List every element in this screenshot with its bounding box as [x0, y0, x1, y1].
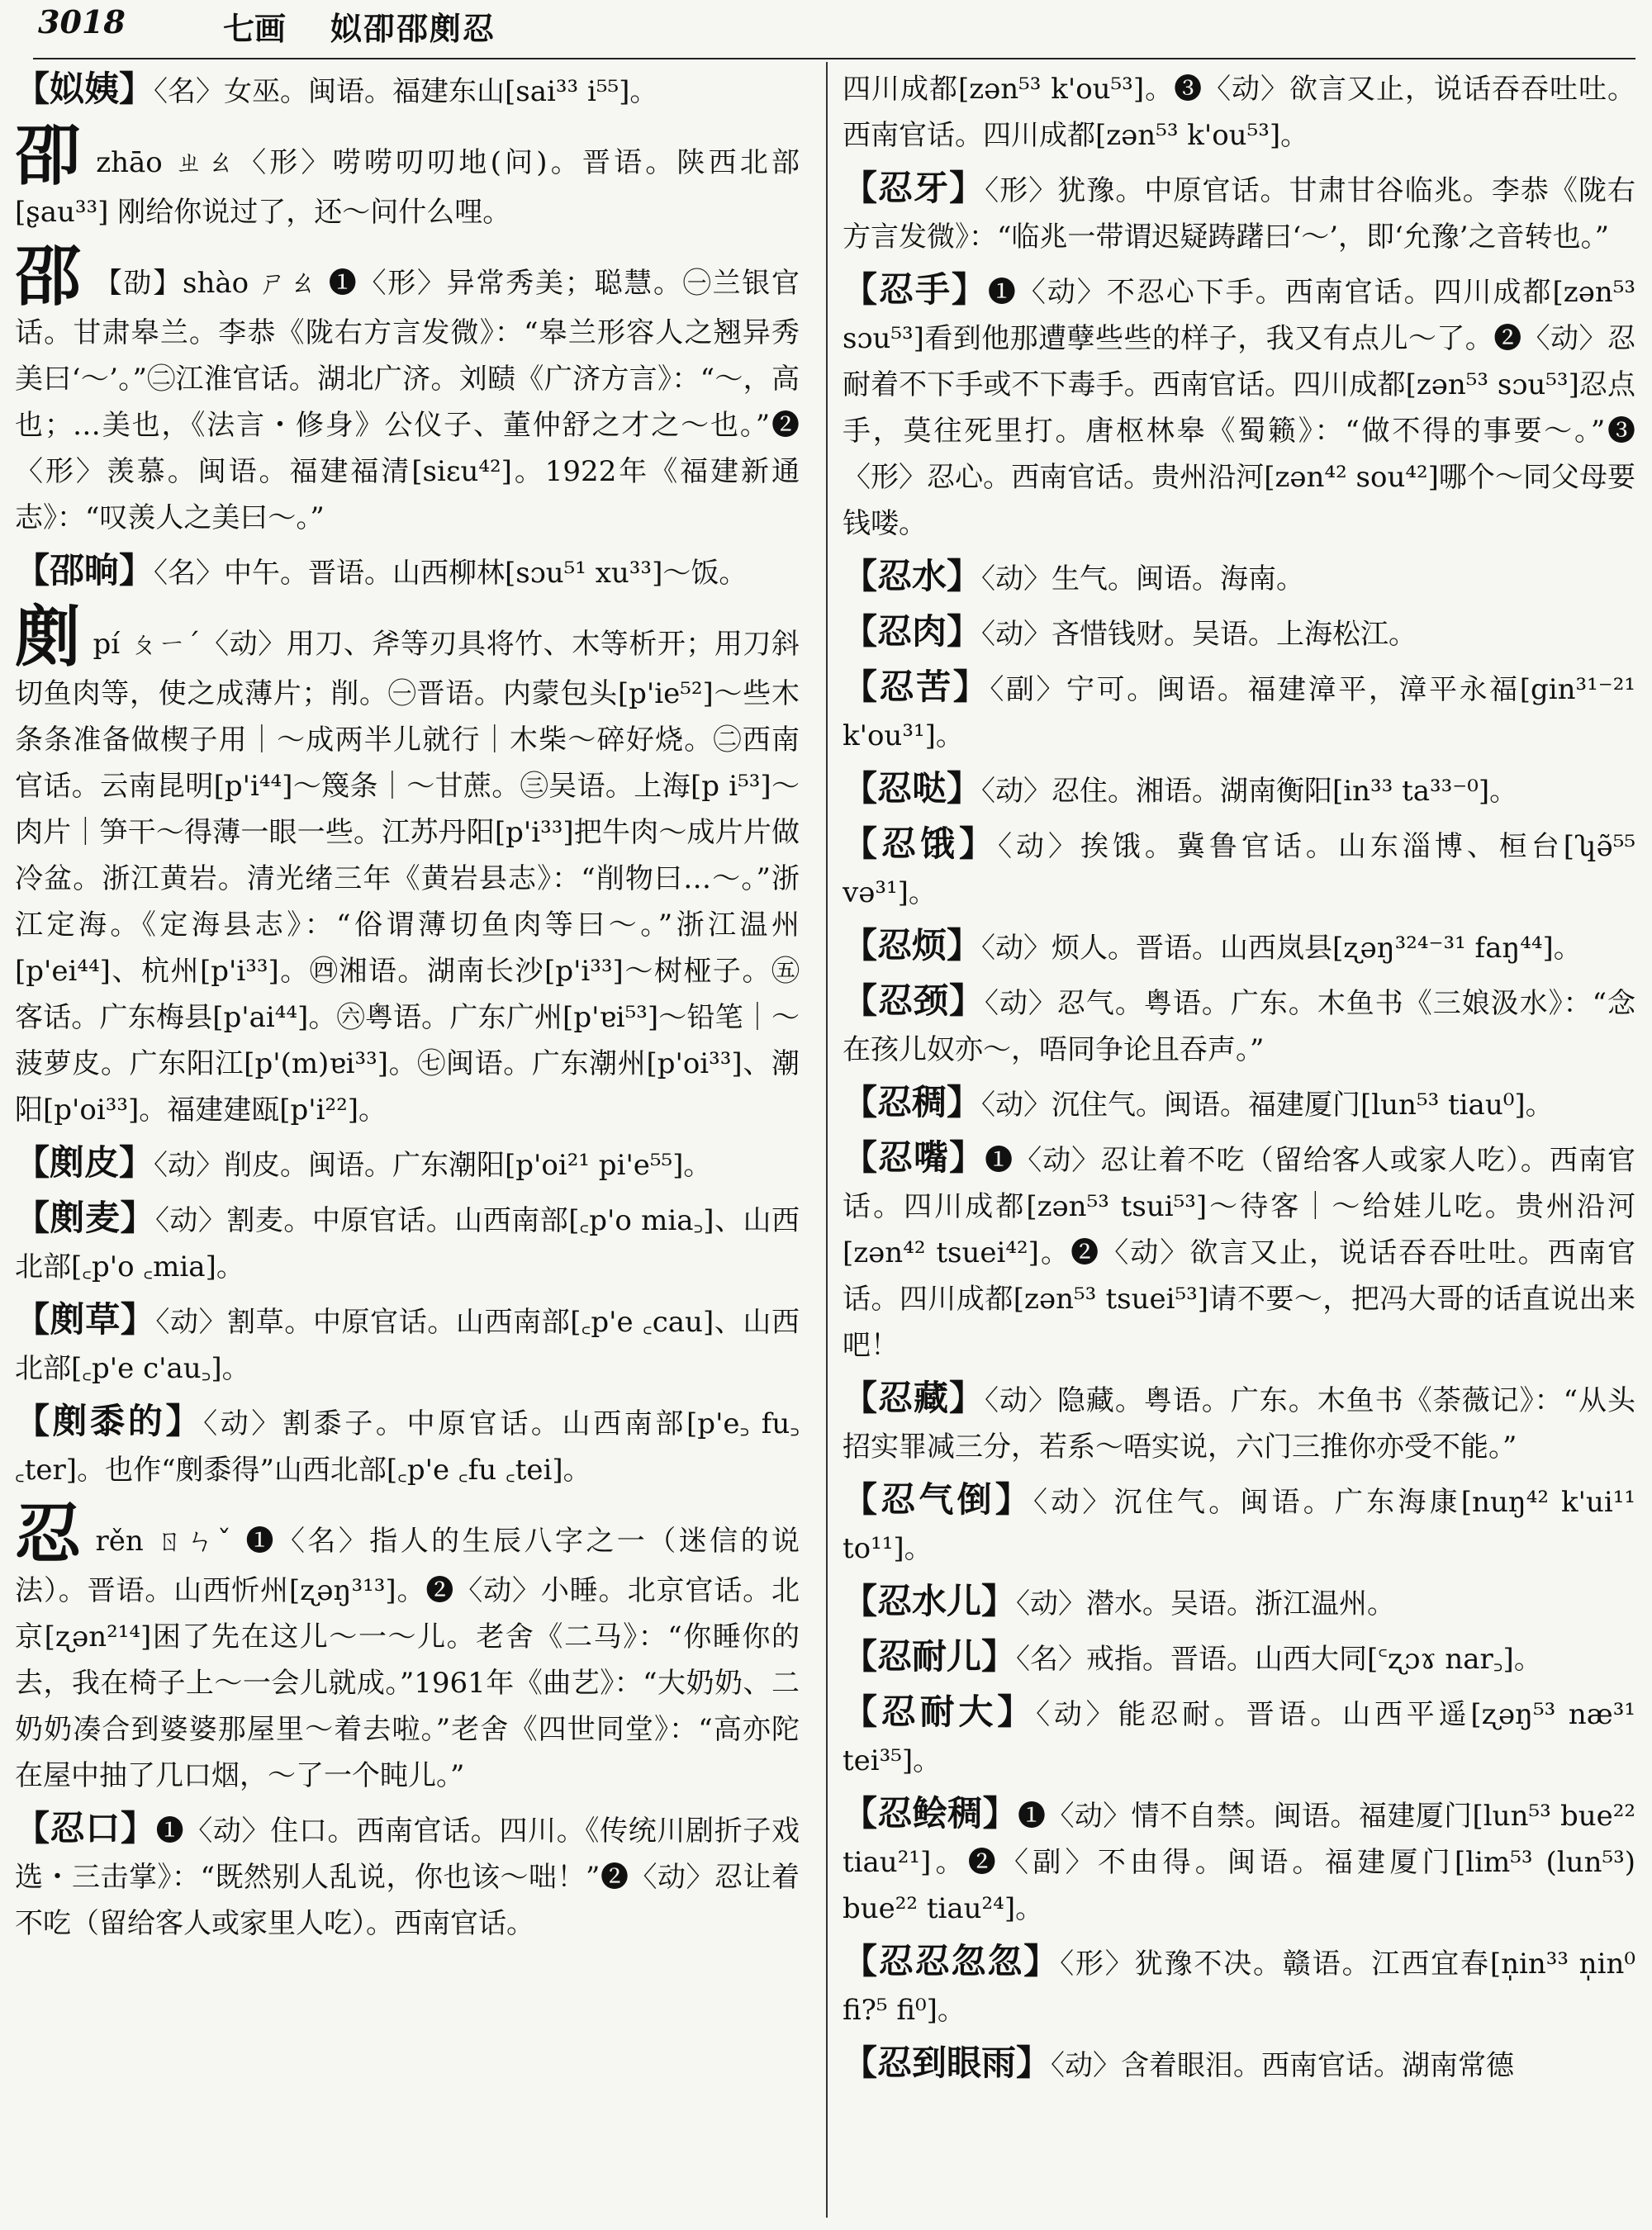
dictionary-entry — [15, 598, 800, 1133]
dictionary-entry — [843, 766, 1635, 814]
entry-headword: 剫 — [15, 598, 82, 676]
dictionary-entry — [15, 1297, 800, 1392]
dictionary-entry — [843, 923, 1635, 971]
dictionary-entry — [843, 609, 1635, 657]
dictionary-entry — [843, 1634, 1635, 1682]
entry-headword: 【剫麦】 — [15, 1198, 155, 1238]
dictionary-entry — [843, 1079, 1635, 1128]
stroke-section: 七画 — [223, 10, 287, 47]
entry-definition: 〈动〉吝惜钱财。吴语。上海松江。 — [981, 618, 1417, 651]
entry-headword: 【忍牙】 — [843, 168, 985, 208]
entry-definition: ❶〈动〉不忍心下手。西南官话。四川成都[zən⁵³ sɔu⁵³]看到他那遭孽些些的样子，我又有点儿～了。❷〈动〉忍耐着不下手或不下毒手。西南官话。四川成都[zən⁵³ sɔu⁵³]忍点手，莫往死里打。唐枢林皋《蜀籁》：“做不得的事要～。”❸〈形〉忍心。西南官话。贵州沿河[zən⁴² sou⁴²]哪个～同父母要钱喽。 — [843, 276, 1635, 540]
entry-headword: 【忍哒】 — [843, 768, 982, 809]
entry-headword: 【忍耐儿】 — [843, 1636, 1017, 1677]
entry-definition: 〈动〉沉住气。闽语。广东海康[nuŋ⁴² k'ui¹¹ to¹¹]。 — [843, 1486, 1635, 1565]
entry-definition: ❶〈动〉情不自禁。闽语。福建厦门[lun⁵³ bue²² tiau²¹]。❷〈副〉不由得。闽语。福建厦门[lim⁵³ (lun⁵³) bue²² tiau²⁴]。 — [843, 1800, 1635, 1925]
dictionary-entry — [843, 1791, 1635, 1932]
entry-definition: 〈动〉能忍耐。晋语。山西平遥[ʐəŋ⁵³ næ³¹ tei³⁵]。 — [843, 1698, 1635, 1777]
entry-headword: 【忍耐大】 — [843, 1691, 1037, 1732]
entry-headword: 【忍稠】 — [843, 1082, 982, 1122]
entry-definition: rěn ㄖㄣˇ ❶〈名〉指人的生辰八字之一（迷信的说法）。晋语。山西忻州[ʐəŋ³¹³]。❷〈动〉小睡。北京官话。北京[ʐən²¹⁴]困了先在这儿～一～儿。老舍《二马》：“你睡你的去，我在椅子上～一会儿就成。”1961年《曲艺》：“大奶奶、二奶奶凑合到婆婆那屋里～着去啦。”老舍《四世同堂》：“高亦陀在屋中抽了几口烟，～了一个盹儿。” — [15, 1525, 800, 1792]
entry-headword: 【剫草】 — [15, 1299, 156, 1340]
entry-definition: 〈名〉中午。晋语。山西柳林[sɔu⁵¹ xu³³]～饭。 — [154, 557, 748, 590]
entry-definition: 〈动〉生气。闽语。海南。 — [981, 562, 1305, 595]
entry-definition: 〈名〉女巫。闽语。福建东山[sai³³ i⁵⁵]。 — [154, 75, 658, 108]
entry-headword: 【忍水】 — [843, 556, 982, 596]
dictionary-entry — [843, 1689, 1635, 1784]
entry-definition: 〈动〉隐藏。粤语。广东。木鱼书《荼薇记》：“从头招实罪减三分，若系～唔实说，六门三推你亦受不能。” — [843, 1384, 1635, 1464]
page-header — [33, 0, 1635, 59]
page-characters: 姒卲邵剫忍 — [330, 10, 496, 47]
dictionary-entry — [843, 165, 1635, 260]
entry-headword: 【忍鲙稠】 — [843, 1793, 1018, 1834]
entry-headword: 【忍到眼雨】 — [843, 2043, 1051, 2083]
column-divider — [826, 62, 828, 2218]
entry-headword: 【邵晌】 — [15, 550, 154, 591]
dictionary-entry — [15, 1495, 800, 1799]
entry-headword: 【忍气倒】 — [843, 1479, 1033, 1520]
entry-definition: ❶〈动〉忍让着不吃（留给客人或家人吃）。西南官话。四川成都[zən⁵³ tsui⁵³]～待客｜～给娃儿吃。贵州沿河[zən⁴² tsuei⁴²]。❷〈动〉欲言又止，说话吞吞吐吐。西南官话。四川成都[zən⁵³ tsuei⁵³]请不要～，把冯大哥的话直说出来吧！ — [843, 1144, 1635, 1362]
entry-definition: 〈动〉忍住。湘语。湖南衡阳[in³³ ta³³⁻⁰]。 — [981, 775, 1518, 808]
dictionary-entry — [843, 1477, 1635, 1572]
page-number: 3018 — [38, 3, 126, 40]
entry-headword: 【忍苦】 — [843, 667, 990, 707]
entry-definition: pí ㄆㄧˊ〈动〉用刀、斧等刃具将竹、木等析开；用刀斜切鱼肉等，使之成薄片；削。㊀晋语。内蒙包头[p'ie⁵²]～些木条条准备做楔子用｜～成两半儿就行｜木柴～碎好烧。㊁西南官话。云南昆明[p'i⁴⁴]～篾条｜～甘蔗。㊂吴语。上海[p i⁵³]～肉片｜笋干～得薄一眼一些。江苏丹阳[p'i³³]把牛肉～成片片做冷盆。浙江黄岩。清光绪三年《黄岩县志》：“削物曰…～。”浙江定海。《定海县志》：“俗谓薄切鱼肉等曰～。”浙江温州[p'ei⁴⁴]、杭州[p'i³³]。㊃湘语。湖南长沙[p'i³³]～树桠子。㊄客话。广东梅县[p'ai⁴⁴]。㊅粤语。广东广州[p'ɐi⁵³]～铅笔｜～菠萝皮。广东阳江[p'(m)ɐi³³]。㊆闽语。广东潮州[p'oi³³]、潮阳[p'oi³³]。福建建瓯[p'i²²]。 — [15, 628, 800, 1127]
dictionary-entry — [843, 66, 1635, 159]
entry-definition: 〈形〉犹豫不决。赣语。江西宜春[n̩in³³ n̩in⁰ fi?⁵ fi⁰]。 — [843, 1948, 1635, 2027]
entry-definition: 〈动〉含着眼泪。西南官话。湖南常德 — [1051, 2049, 1515, 2082]
right-column — [843, 66, 1635, 2222]
entry-headword: 【忍忍忽忽】 — [843, 1941, 1061, 1981]
entry-definition: 〈动〉潜水。吴语。浙江温州。 — [1016, 1587, 1396, 1620]
entry-definition: 〈动〉割草。中原官话。山西南部[꜀p'e ꜀cau]、山西北部[꜀p'e c'au꜆]。 — [15, 1306, 800, 1385]
entry-headword: 【忍藏】 — [843, 1378, 985, 1418]
entry-definition: 〈动〉割黍子。中原官话。山西南部[p'e꜆ fu꜆ ꜀ter]。也作“剫黍得”山西北部[꜀p'e ꜀fu ꜀tei]。 — [15, 1407, 800, 1487]
dictionary-entry — [843, 1375, 1635, 1470]
dictionary-entry — [843, 1578, 1635, 1627]
entry-headword: 【剫黍的】 — [15, 1401, 204, 1441]
entry-definition: 【劭】shào ㄕㄠ ❶〈形〉异常秀美；聪慧。㊀兰银官话。甘肃皋兰。李恭《陇右方言发微》：“皋兰形容人之翘异秀美曰‘～’。”㊁江淮官话。湖北广济。刘赜《广济方言》：“～，高也；…美也，《法言・修身》公仪子、董仲舒之才之～也。”❷〈形〉羡慕。闽语。福建福清[siɛu⁴²]。1922年《福建新通志》：“叹羡人之美曰～。” — [15, 267, 800, 534]
dictionary-entry — [843, 267, 1635, 547]
entry-headword: 【剫皮】 — [15, 1142, 154, 1183]
entry-definition: 〈名〉戒指。晋语。山西大同[꜂ʐɔɤ nar꜆]。 — [1016, 1643, 1542, 1676]
entry-headword: 邵 — [15, 237, 83, 315]
dictionary-entry — [15, 1140, 800, 1189]
dictionary-entry — [843, 2040, 1635, 2089]
entry-definition: 〈形〉犹豫。中原官话。甘肃甘谷临兆。李恭《陇右方言发微》：“临兆一带谓迟疑踌躇曰‘～’，即‘允豫’之音转也。” — [843, 174, 1635, 254]
dictionary-entry — [15, 116, 800, 235]
entry-definition: 〈动〉忍气。粤语。广东。木鱼书《三娘汲水》：“念在孩儿奴亦～，唔同争论且吞声。” — [843, 987, 1635, 1066]
entry-headword: 【忍手】 — [843, 269, 988, 310]
dictionary-entry — [843, 664, 1635, 759]
entry-definition: ❶〈动〉住口。西南官话。四川。《传统川剧折子戏选・三击掌》：“既然别人乱说，你也该～咄！”❷〈动〉忍让着不吃（留给客人或家里人吃）。西南官话。 — [15, 1815, 800, 1940]
dictionary-entry — [15, 237, 800, 541]
entry-definition: 〈动〉割麦。中原官话。山西南部[꜀p'o mia꜆]、山西北部[꜀p'o ꜀mia]。 — [15, 1204, 800, 1283]
entry-headword: 【姒姨】 — [15, 69, 154, 109]
dictionary-entry — [843, 1135, 1635, 1369]
dictionary-entry — [15, 1805, 800, 1947]
dictionary-entry — [15, 548, 800, 596]
entry-definition: 〈动〉挨饿。冀鲁官话。山东淄博、桓台[ʮə̃⁵⁵ və³¹]。 — [843, 830, 1635, 909]
dictionary-entry — [843, 821, 1635, 916]
dictionary-entry — [843, 1938, 1635, 2033]
entry-headword: 【忍烦】 — [843, 925, 982, 966]
entry-headword: 【忍颈】 — [843, 980, 985, 1021]
entry-definition: 〈副〉宁可。闽语。福建漳平，漳平永福[gin³¹⁻²¹ k'ou³¹]。 — [843, 673, 1635, 752]
entry-definition: 四川成都[zən⁵³ k'ou⁵³]。❸〈动〉欲言又止，说话吞吞吐吐。西南官话。四川成都[zən⁵³ k'ou⁵³]。 — [843, 73, 1635, 152]
entry-headword: 卲 — [15, 116, 85, 194]
left-column — [15, 66, 800, 2222]
entry-headword: 忍 — [15, 1495, 84, 1573]
entry-definition: zhāo ㄓㄠ〈形〉唠唠叨叨地(问)。晋语。陕西北部[ʂau³³] 刚给你说过了，还～问什么哩。 — [15, 146, 800, 229]
dictionary-entry — [843, 978, 1635, 1073]
entry-headword: 【忍嘴】 — [843, 1137, 985, 1178]
entry-headword: 【忍饿】 — [843, 823, 998, 864]
dictionary-entry — [843, 553, 1635, 602]
entry-definition: 〈动〉烦人。晋语。山西岚县[ʐəŋ³²⁴⁻³¹ faŋ⁴⁴]。 — [981, 932, 1582, 965]
entry-headword: 【忍肉】 — [843, 611, 982, 652]
dictionary-entry — [15, 66, 800, 115]
entry-headword: 【忍水儿】 — [843, 1581, 1017, 1621]
entry-definition: 〈动〉削皮。闽语。广东潮阳[p'oi²¹ pi'e⁵⁵]。 — [154, 1149, 712, 1182]
entry-definition: 〈动〉沉住气。闽语。福建厦门[lun⁵³ tiau⁰]。 — [981, 1089, 1554, 1122]
dictionary-entry — [15, 1398, 800, 1493]
entry-headword: 【忍口】 — [15, 1808, 156, 1848]
dictionary-entry — [15, 1195, 800, 1290]
